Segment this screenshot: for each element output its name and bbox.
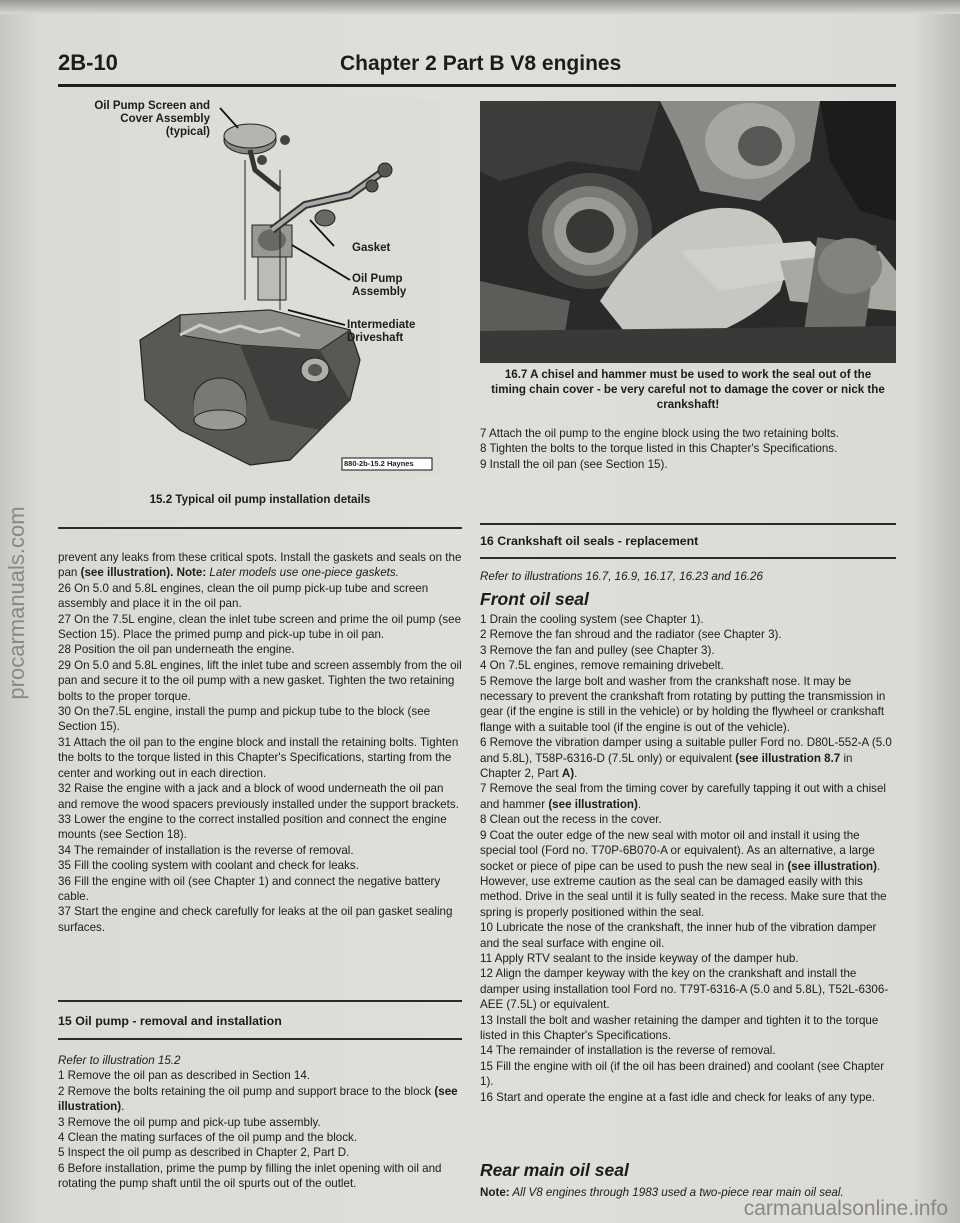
front-step-7-text: 7 Remove the seal from the timing cover by carefully tapping it out with a chisel and hammer [480, 782, 886, 811]
label-intermediate-driveshaft: Intermediate Driveshaft [347, 319, 416, 344]
front-step-7-see-illustration: (see illustration) [548, 797, 638, 811]
chapter-title: Chapter 2 Part B V8 engines [340, 52, 622, 75]
intro-paragraph [58, 550, 462, 581]
front-step-7 [480, 781, 896, 812]
s15-step-2-text: 2 Remove the bolts retaining the oil pump and support brace to the block [58, 1084, 435, 1098]
front-step-10: 10 Lubricate the nose of the crankshaft, the inner hub of the vibration damper and the seal surface with engine oil. [480, 921, 877, 950]
s15-step-2-see-illustration: (see illustration) [58, 1084, 458, 1114]
front-step-6-mid: in Chapter 2, Part [480, 751, 853, 781]
side-watermark-text: procarmanuals.com [4, 506, 29, 700]
r-step-7: 7 Attach the oil pump to the engine block using the two retaining bolts. [480, 427, 839, 440]
section-16-title: 16 Crankshaft oil seals - replacement [480, 534, 699, 548]
front-step-3: 3 Remove the fan and pulley (see Chapter 3). [480, 643, 715, 657]
page-number: 2B-10 [58, 50, 118, 75]
s15-step-1: 1 Remove the oil pan as described in Section 14. [58, 1069, 310, 1083]
front-oil-seal-body [480, 612, 896, 1105]
front-step-13: 13 Install the bolt and washer retaining the damper and tighten it to the torque listed in this Chapter's Specifications. [480, 1013, 879, 1042]
step-26: 26 On 5.0 and 5.8L engines, clean the oil pump pick-up tube and screen assembly and place it in the oil pan. [58, 581, 429, 611]
step-32: 32 Raise the engine with a jack and a block of wood underneath the oil pan and remove the wood spacers previously installed under the support brackets. [58, 782, 459, 811]
front-step-9-text: 9 Coat the outer edge of the new seal with motor oil and install it using the special tool (Ford no. T70P-6B070-A or equivalent). As an alternative, a large socket or piece of pipe can be used to push the new seal in [480, 828, 875, 873]
front-step-6-text: 6 Remove the vibration damper using a suitable puller Ford no. D80L-552-A (5.0 and 5.8L), T58P-6316-D (7.5L only) or equivalent [480, 736, 892, 765]
intro-note-text: Later models use one-piece gaskets. [206, 566, 399, 580]
front-step-6-part: A) [561, 767, 575, 781]
front-step-7-end: . [637, 797, 642, 811]
step-27: 27 On the 7.5L engine, clean the inlet tube screen and prime the oil pump (see Section 15). Place the primed pump and pick-up tube in oil pan. [58, 612, 462, 642]
front-step-8: 8 Clean out the recess in the cover. [480, 813, 662, 827]
front-step-16: 16 Start and operate the engine at a fast idle and check for leaks of any type. [480, 1090, 876, 1104]
front-step-6-end: . [574, 767, 578, 781]
page-top-shadow [0, 0, 960, 14]
header-rule [58, 84, 896, 87]
r-step-8: 8 Tighten the bolts to the torque listed in this Chapter's Specifications. [480, 442, 838, 456]
s15-step-6: 6 Before installation, prime the pump by filling the inlet opening with oil and rotating the pump shaft until the oil spurts out of the outlet. [58, 1161, 442, 1191]
step-30: 30 On the7.5L engine, install the pump and pickup tube to the block (see Section 15). [58, 705, 431, 734]
label-gasket: Gasket [352, 242, 391, 254]
s15-step-2-end: . [121, 1100, 125, 1114]
front-step-14: 14 The remainder of installation is the reverse of removal. [480, 1044, 776, 1058]
front-step-9-end: . However, use extreme caution as the seal can be damaged easily with this method. Drive in the seal until it is fully seated in the recess. Make sure that the spring is properly positioned within the seal. [480, 859, 887, 919]
label-oil-pump-assembly: Oil Pump Assembly [352, 273, 407, 298]
rear-seal-note [480, 1185, 896, 1200]
section-16-rule-top [480, 523, 896, 525]
r-step-9: 9 Install the oil pan (see Section 15). [480, 457, 668, 471]
step-35: 35 Fill the cooling system with coolant and check for leaks. [58, 859, 359, 873]
s15-step-4: 4 Clean the mating surfaces of the oil pump and the block. [58, 1131, 358, 1145]
step-37: 37 Start the engine and check carefully for leaks at the oil pan gasket sealing surfaces. [58, 905, 453, 934]
intro-note-label: . Note: [170, 566, 207, 580]
left-divider-1 [58, 527, 462, 529]
step-28: 28 Position the oil pan underneath the engine. [58, 643, 295, 657]
figure-16-7-caption: 16.7 A chisel and hammer must be used to work the seal out of the timing chain cover - be very careful not to damage the cover or nick the crankshaft! [491, 368, 885, 411]
section-15-rule-top [58, 1000, 462, 1002]
label-screen-assembly: Oil Pump Screen and Cover Assembly (typical) [94, 100, 210, 138]
figure-16-7-photo [480, 101, 896, 363]
chisel-hammer-photo [480, 101, 896, 363]
front-step-6 [480, 735, 896, 781]
figure-code: 880-2b-15.2 Haynes [344, 459, 414, 468]
right-top-steps [480, 426, 896, 472]
step-31: 31 Attach the oil pan to the engine block and install the retaining bolts. Tighten the bolts to the torque listed in this Chapter's Specifications, starting from the center and working out in each direction. [58, 735, 459, 780]
front-step-4: 4 On 7.5L engines, remove remaining drivebelt. [480, 659, 724, 673]
front-step-2: 2 Remove the fan shroud and the radiator (see Chapter 3). [480, 628, 782, 642]
front-oil-seal-heading: Front oil seal [480, 589, 589, 609]
s15-step-5: 5 Inspect the oil pump as described in Chapter 2, Part D. [58, 1146, 350, 1160]
rear-main-oil-seal-heading: Rear main oil seal [480, 1160, 629, 1180]
section-15-title: 15 Oil pump - removal and installation [58, 1014, 282, 1028]
s15-step-2 [58, 1084, 462, 1115]
bottom-watermark: carmanualsonline.info [743, 1197, 948, 1220]
side-watermark [2, 440, 32, 770]
section-16-rule-bottom [480, 557, 896, 559]
figure-15-2-caption: 15.2 Typical oil pump installation details [149, 493, 371, 506]
section-16-ref: Refer to illustrations 16.7, 16.9, 16.17, 16.23 and 16.26 [480, 570, 763, 583]
section-15-ref: Refer to illustration 15.2 [58, 1054, 181, 1067]
front-step-6-see-illustration: (see illustration 8.7 [735, 751, 841, 765]
front-step-12: 12 Align the damper keyway with the key on the crankshaft and install the damper using installation tool Ford no. T79T-6316-A (5.0 and 5.8L), T52L-6306-AEE (7.5L) or equivalent. [480, 967, 889, 1012]
step-34: 34 The remainder of installation is the reverse of removal. [58, 843, 354, 857]
intro-text: prevent any leaks from these critical spots. Install the gaskets and seals on the pan [58, 551, 462, 580]
front-step-11: 11 Apply RTV sealant to the inside keyway of the damper hub. [480, 951, 799, 965]
step-33: 33 Lower the engine to the correct installed position and connect the engine mounts (see Section 18). [58, 812, 447, 842]
section-15-body [58, 1053, 462, 1192]
step-29: 29 On 5.0 and 5.8L engines, lift the inlet tube and screen assembly from the oil pan and secure it to the oil pump with a new gasket. Tighten the two retaining bolts to the proper torque. [58, 658, 462, 703]
step-36: 36 Fill the engine with oil (see Chapter 1) and connect the negative battery cable. [58, 874, 441, 903]
front-step-1: 1 Drain the cooling system (see Chapter 1). [480, 613, 704, 626]
intro-see-illustration: (see illustration) [80, 566, 171, 580]
front-step-9 [480, 828, 896, 920]
section-15-rule-bottom [58, 1038, 462, 1040]
front-step-5: 5 Remove the large bolt and washer from the crankshaft nose. It may be necessary to prevent the crankshaft from rotating by putting the transmission in gear (if the engine is still in the vehicle) or by holding the flywheel or crankshaft flange with a suitable tool (if the engine is out of the vehicle). [480, 674, 886, 734]
rear-note-text: All V8 engines through 1983 used a two-piece rear main oil seal. [509, 1186, 844, 1199]
front-step-15: 15 Fill the engine with oil (if the oil has been drained) and coolant (see Chapter 1). [480, 1059, 885, 1089]
front-step-9-see-illustration: (see illustration) [787, 859, 877, 873]
s15-step-3: 3 Remove the oil pump and pick-up tube assembly. [58, 1115, 321, 1129]
rear-note-label: Note: [480, 1186, 510, 1199]
left-text-block [58, 550, 462, 935]
